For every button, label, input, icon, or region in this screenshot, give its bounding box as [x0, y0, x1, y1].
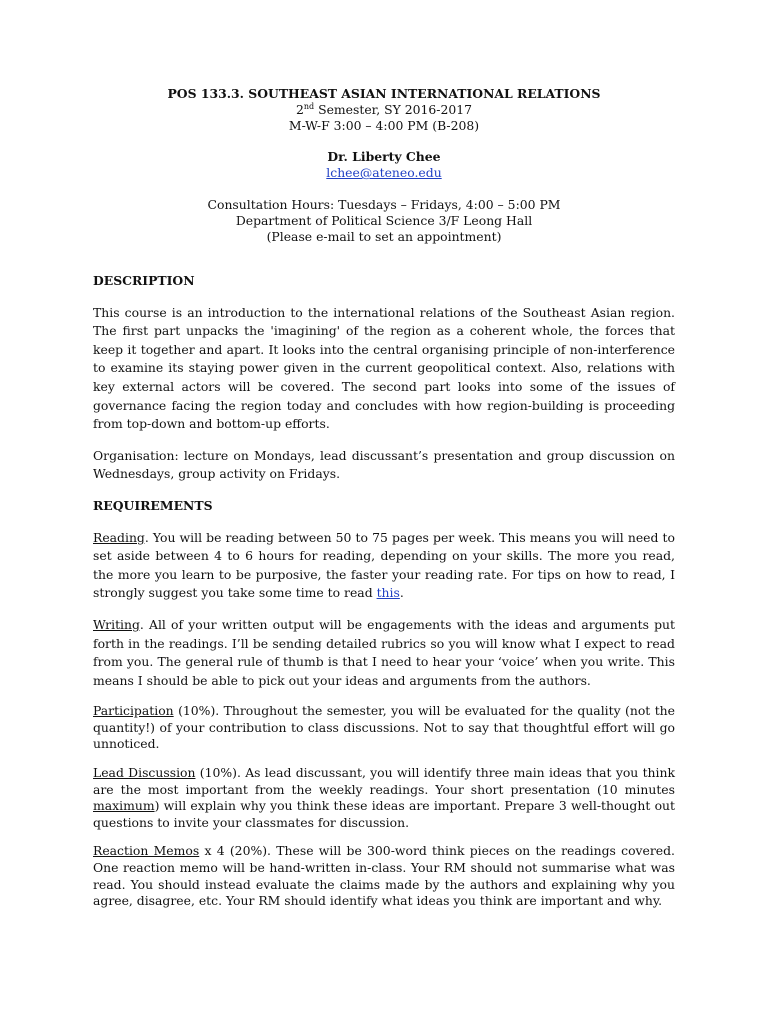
writing-label: Writing — [93, 616, 140, 632]
reaction-memos-paragraph — [93, 843, 675, 909]
appointment-note: (Please e-mail to set an appointment) — [266, 228, 502, 244]
semester-line — [0, 102, 768, 118]
lead-discussion-text-after: ) will explain why you think these ideas are important. Prepare 3 well-thought out questions to invite your classmates for discussion. — [93, 798, 675, 830]
department-location: Department of Political Science 3/F Leong Hall — [235, 212, 533, 228]
writing-paragraph — [93, 616, 675, 690]
participation-text: (10%). Throughout the semester, you will be evaluated for the quality (not the quantity!) of your contribution to class discussions. Not to say that thoughtful effort will go unnoticed. — [93, 703, 675, 752]
consultation-hours: Consultation Hours: Tuesdays – Fridays, 4:00 – 5:00 PM — [207, 196, 561, 212]
participation-paragraph — [93, 703, 675, 753]
instructor-name: Dr. Liberty Chee — [327, 149, 441, 165]
semester-number: 2 — [296, 101, 304, 117]
lead-discussion-paragraph — [93, 765, 675, 831]
lead-discussion-label: Lead Discussion — [93, 765, 196, 781]
reading-end: . — [399, 585, 404, 601]
course-title: POS 133.3. SOUTHEAST ASIAN INTERNATIONAL RELATIONS — [167, 86, 601, 101]
semester-ordinal: nd — [303, 101, 315, 111]
syllabus-body — [93, 272, 675, 910]
instructor-email-link[interactable]: lchee@ateneo.edu — [326, 165, 442, 181]
requirements-heading: REQUIREMENTS — [93, 497, 213, 513]
lead-discussion-text-before: (10%). As lead discussant, you will identify three main ideas that you think are the most important from the weekly readings. Your short presentation (10 minutes — [93, 765, 675, 797]
class-schedule: M-W-F 3:00 – 4:00 PM (B-208) — [288, 117, 480, 133]
reading-tips-link[interactable]: this — [376, 585, 400, 601]
organisation-paragraph: Organisation: lecture on Mondays, lead discussant’s presentation and group discussion on Wednesdays, group activity on Fridays. — [93, 447, 675, 482]
writing-text: . All of your written output will be engagements with the ideas and arguments put forth in the readings. I’ll be sending detailed rubrics so you will know what I expect to read from you. The general rule of thumb is that I need to hear your ‘voice’ when you write. This means I should be able to pick out your ideas and arguments from the authors. — [93, 616, 675, 688]
reading-text: . You will be reading between 50 to 75 pages per week. This means you will need to set aside between 4 to 6 hours for reading, depending on your skills. The more you read, the more you learn to be purposive, the faster your reading rate. For tips on how to read, I strongly suggest you take some time to read — [93, 529, 675, 601]
description-paragraph: This course is an introduction to the international relations of the Southeast Asian region. The first part unpacks the 'imagining' of the region as a coherent whole, the forces that keep it together and apart. It looks into the central organising principle of non-interference to examine its staying power given in the current geopolitical context. Also, relations with key external actors will be covered. The second part looks into some of the issues of governance facing the region today and concludes with how region-building is proceeding from top-down and bottom-up efforts. — [93, 304, 675, 432]
participation-label: Participation — [93, 703, 174, 719]
semester-text: Semester, SY 2016-2017 — [314, 101, 472, 117]
reaction-memos-label: Reaction Memos — [93, 843, 200, 859]
syllabus-header — [0, 86, 768, 244]
reading-label: Reading — [93, 529, 145, 545]
reaction-memos-text: x 4 (20%). These will be 300-word think pieces on the readings covered. One reaction memo will be hand-written in-class. Your RM should not summarise what was read. You should instead evaluate the claims made by the authors and explaining why you agree, disagree, etc. Your RM should identify what ideas you think are important and why. — [93, 843, 675, 909]
reading-paragraph — [93, 529, 675, 603]
lead-discussion-emphasis: maximum — [93, 798, 155, 814]
description-heading: DESCRIPTION — [93, 273, 195, 288]
